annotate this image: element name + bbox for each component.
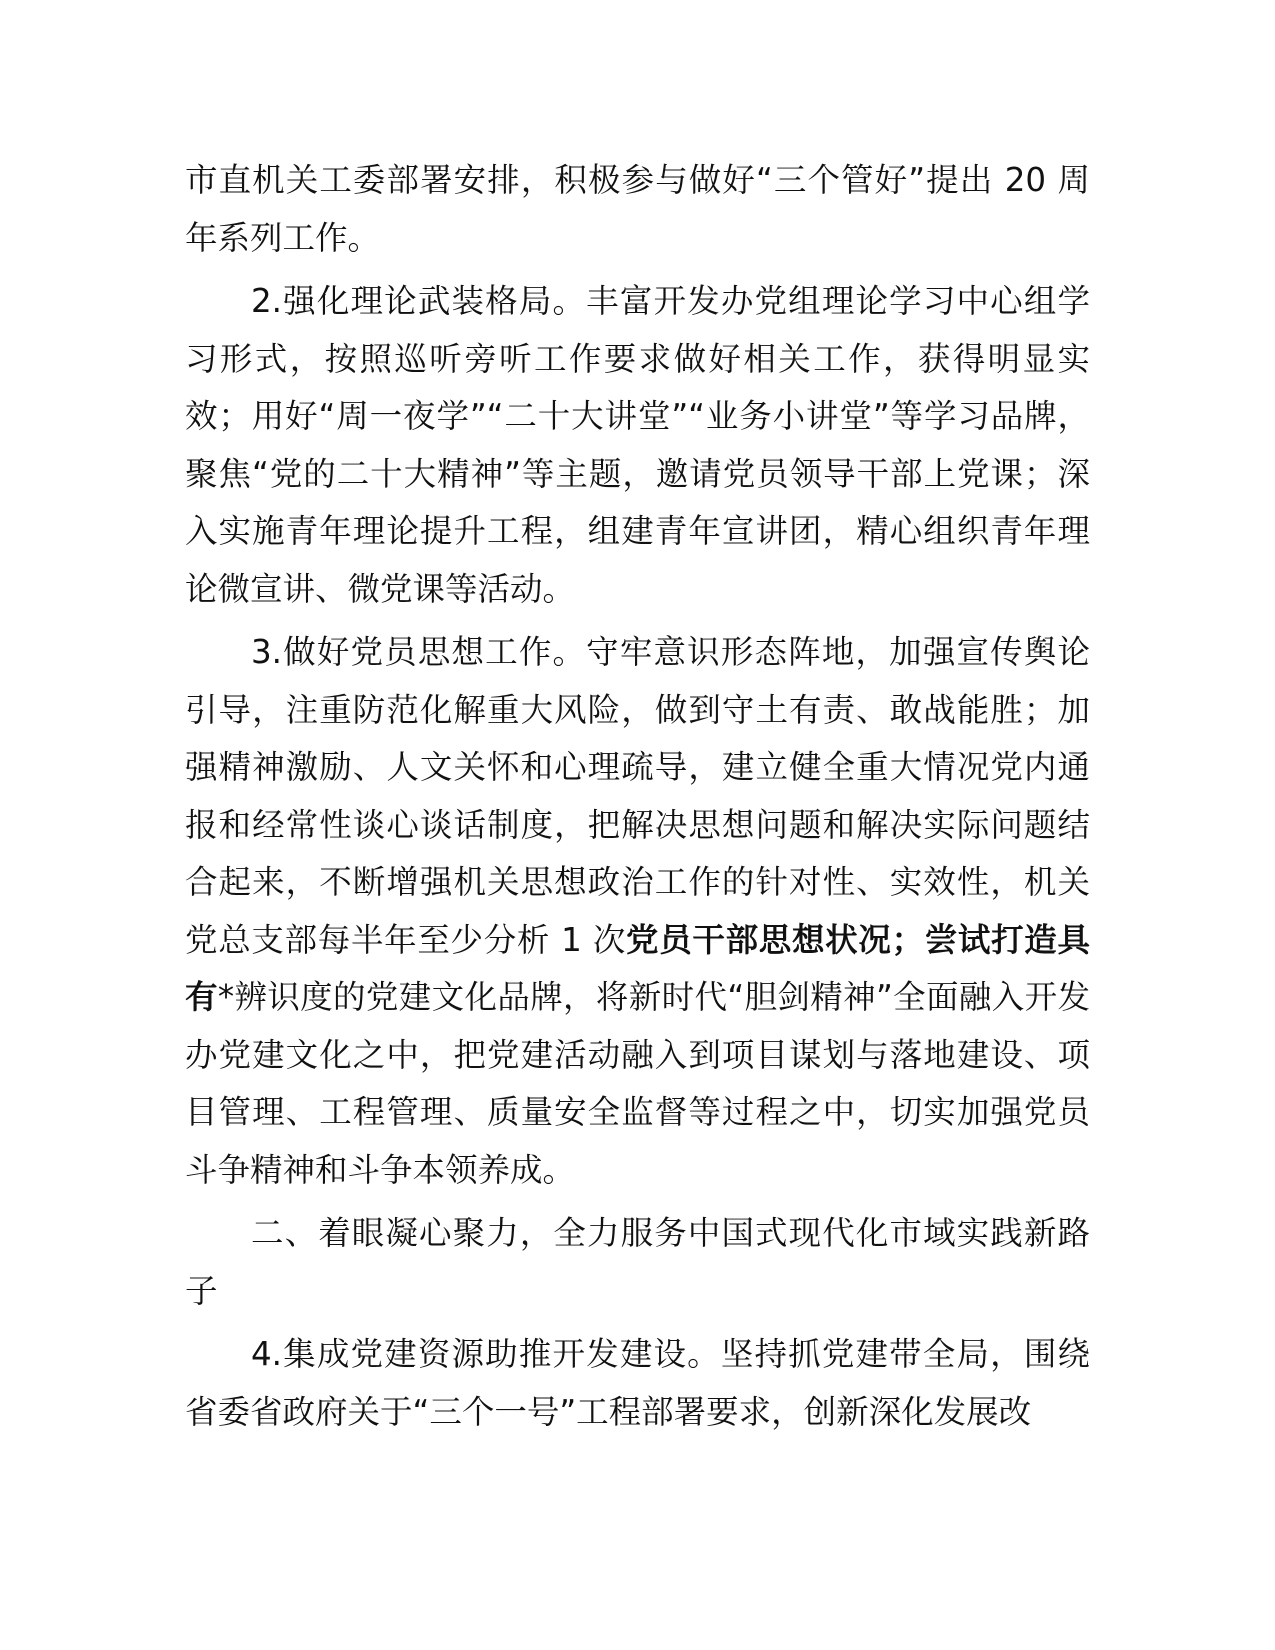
paragraph-continuation: 市直机关工委部署安排，积极参与做好“三个管好”提出 20 周年系列工作。 [185, 161, 1090, 257]
paragraph-item-2: 2.强化理论武装格局。丰富开发办党组理论学习中心组学习形式，按照巡听旁听工作要求做好相关工作，获得明显实效；用好“周一夜学”“二十大讲堂”“业务小讲堂”等学习品牌，聚焦“党的二十大精神”等主题，邀请党员领导干部上党课；深入实施青年理论提升工程，组建青年宣讲团，精心组织青年理论微宣讲、微党课等活动。 [185, 282, 1090, 608]
section-heading-2: 二、着眼凝心聚力，全力服务中国式现代化市域实践新路子 [185, 1214, 1090, 1310]
paragraph-item-3 [185, 624, 1090, 1199]
paragraph-item-3-bold-text: 党员干部思想状况；尝试打造具有 [185, 920, 1090, 1016]
paragraph-item-3-text-a: 3.做好党员思想工作。守牢意识形态阵地，加强宣传舆论引导，注重防范化解重大风险，做到守土有责、敢战能胜；加强精神激励、人文关怀和心理疏导，建立健全重大情况党内通报和经常性谈心谈话制度，把解决思想问题和解决实际问题结合起来，不断增强机关思想政治工作的针对性、实效性，机关党总支部每半年至少分析 1 次 [185, 633, 1090, 959]
paragraph-item-3-text-b: *辨识度的党建文化品牌，将新时代“胆剑精神”全面融入开发办党建文化之中，把党建活动融入到项目谋划与落地建设、项目管理、工程管理、质量安全监督等过程之中，切实加强党员斗争精神和斗争本领养成。 [185, 978, 1090, 1189]
document-page [185, 152, 1090, 1447]
paragraph-item-4: 4.集成党建资源助推开发建设。坚持抓党建带全局，围绕省委省政府关于“三个一号”工程部署要求，创新深化发展改 [185, 1335, 1090, 1431]
